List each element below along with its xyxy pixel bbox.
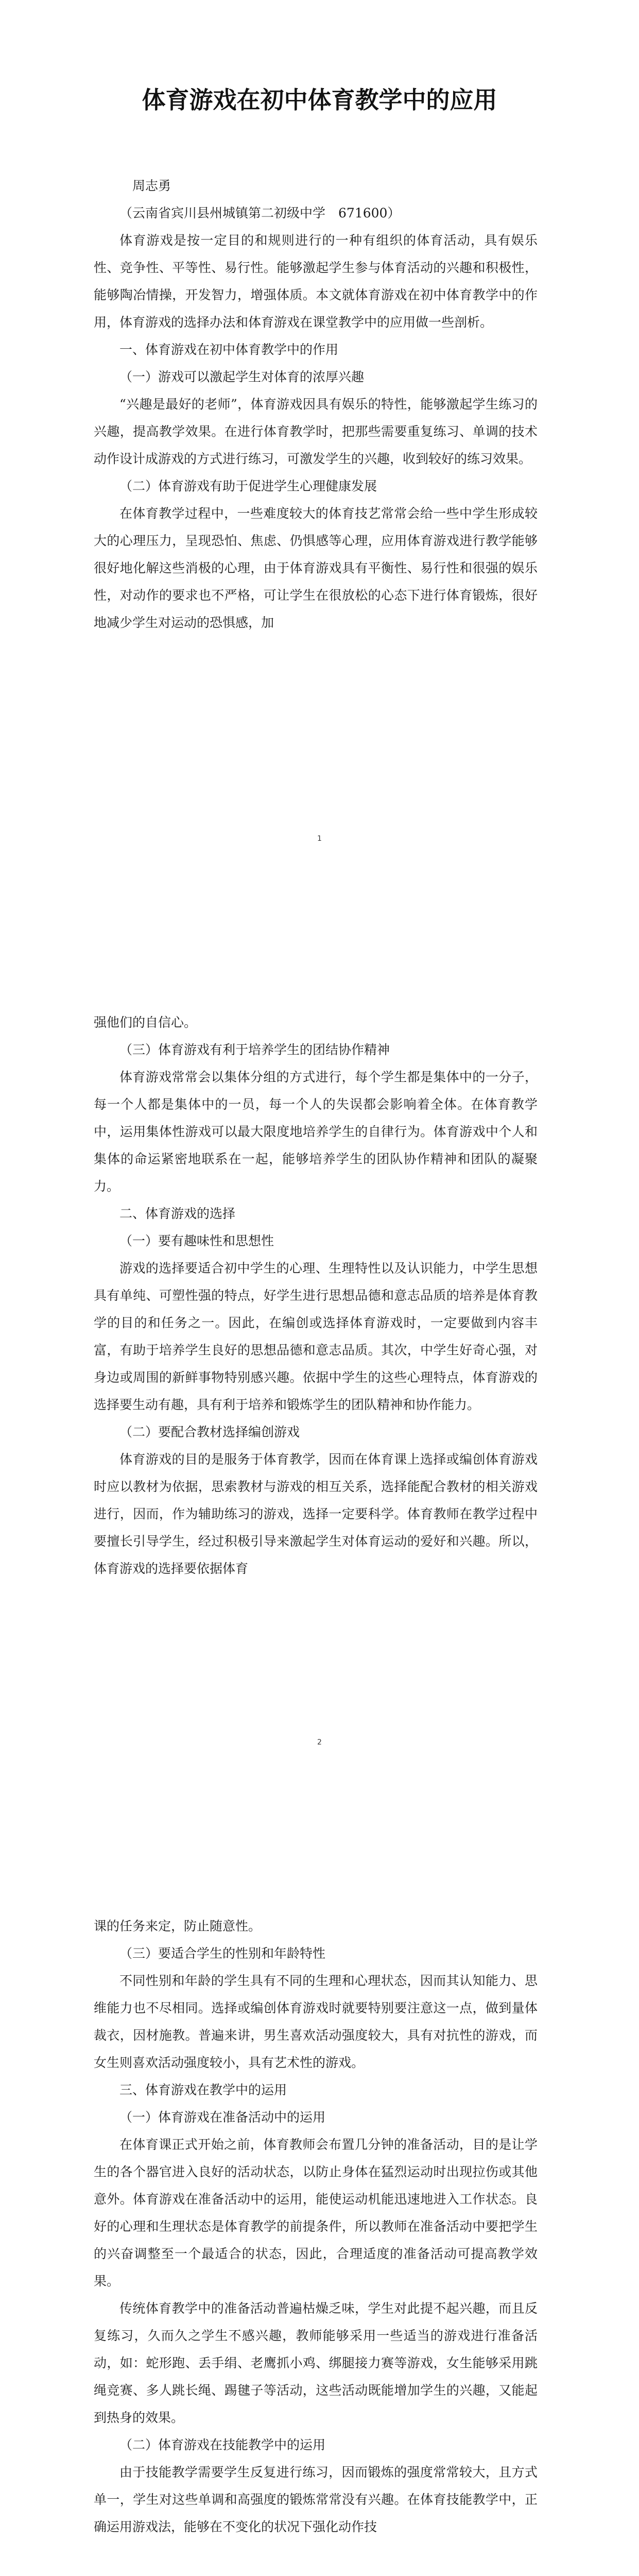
- paragraph-continuation: 课的任务来定，防止随意性。: [94, 1919, 262, 1934]
- document-page-2: [0, 904, 639, 1807]
- document-page-1: [0, 0, 639, 904]
- subsection-heading: （一）体育游戏在准备活动中的运用: [119, 2110, 326, 2125]
- author-affiliation: （云南省宾川县州城镇第二初级中学 671600）: [119, 206, 401, 221]
- page-body: [94, 172, 538, 636]
- subsection-heading: （三）体育游戏有利于培养学生的团结协作精神: [119, 1042, 390, 1057]
- section-heading: 二、体育游戏的选择: [119, 1206, 236, 1221]
- page-body: [94, 1912, 538, 2540]
- paragraph: 在体育教学过程中，一些难度较大的体育技艺常常会给一些中学生形成较大的心理压力，呈现恐怕、焦虑、仍惧感等心理，应用体育游戏进行教学能够很好地化解这些消极的心理，由于体育游戏具有平衡性、易行性和很强的娱乐性，对动作的要求也不严格，可让学生在很放松的心态下进行体育锻炼，很好地减少学生对运动的恐惧感，加: [94, 506, 538, 630]
- paragraph-continuation: 强他们的自信心。: [94, 1015, 197, 1030]
- document-title: 体育游戏在初中体育教学中的应用: [142, 86, 497, 114]
- page-body: [94, 1009, 538, 1582]
- page-number: 1: [317, 835, 322, 843]
- paragraph: 体育游戏是按一定目的和规则进行的一种有组织的体育活动，具有娱乐性、竞争性、平等性、易行性。能够激起学生参与体育活动的兴趣和积极性，能够陶冶情操，开发智力，增强体质。本文就体育游戏在初中体育教学中的作用，体育游戏的选择办法和体育游戏在课堂教学中的应用做一些剖析。: [94, 233, 538, 330]
- page-number: 2: [317, 1738, 322, 1747]
- subsection-heading: （二）体育游戏在技能教学中的运用: [119, 2437, 326, 2452]
- subsection-heading: （三）要适合学生的性别和年龄特性: [119, 1946, 326, 1961]
- subsection-heading: （二）体育游戏有助于促进学生心理健康发展: [119, 479, 377, 494]
- paragraph: 传统体育教学中的准备活动普遍枯燥乏味，学生对此提不起兴趣，而且反复练习，久而久之学生不感兴趣，教师能够采用一些适当的游戏进行准备活动，如：蛇形跑、丢手绢、老鹰抓小鸡、绑腿接力赛等游戏，女生能够采用跳绳竞赛、多人跳长绳、踢毽子等活动，这些活动既能增加学生的兴趣，又能起到热身的效果。: [94, 2301, 538, 2425]
- author-name: 周志勇: [132, 178, 171, 193]
- document-page-3: [0, 1807, 639, 2576]
- paragraph: 不同性别和年龄的学生具有不同的生理和心理状态，因而其认知能力、思维能力也不尽相同。选择或编创体育游戏时就要特别要注意这一点，做到量体裁衣，因材施教。普遍来讲，男生喜欢活动强度较大，具有对抗性的游戏，而女生则喜欢活动强度较小，具有艺术性的游戏。: [94, 1973, 538, 2070]
- subsection-heading: （一）要有趣味性和思想性: [119, 1233, 274, 1248]
- paragraph: “兴趣是最好的老师”，体育游戏因具有娱乐的特性，能够激起学生练习的兴趣，提高教学效果。在进行体育教学时，把那些需要重复练习、单调的技术动作设计成游戏的方式进行练习，可激发学生的兴趣，收到较好的练习效果。: [94, 397, 538, 466]
- paragraph: 体育游戏的目的是服务于体育教学，因而在体育课上选择或编创体育游戏时应以教材为依据，思索教材与游戏的相互关系，选择能配合教材的相关游戏进行，因而，作为辅助练习的游戏，选择一定要科学。体育教师在教学过程中要擅长引导学生，经过积极引导来激起学生对体育运动的爱好和兴趣。所以，体育游戏的选择要依据体育: [94, 1452, 538, 1576]
- paragraph: 在体育课正式开始之前，体育教师会布置几分钟的准备活动，目的是让学生的各个器官进入良好的活动状态，以防止身体在猛烈运动时出现拉伤或其他意外。体育游戏在准备活动中的运用，能使运动机能迅速地进入工作状态。良好的心理和生理状态是体育教学的前提条件，所以教师在准备活动中要把学生的兴奋调整至一个最适合的状态，因此，合理适度的准备活动可提高教学效果。: [94, 2137, 538, 2289]
- subsection-heading: （一）游戏可以激起学生对体育的浓厚兴趣: [119, 369, 365, 384]
- paragraph: 体育游戏常常会以集体分组的方式进行，每个学生都是集体中的一分子，每一个人都是集体中的一员，每一个人的失误都会影响着全体。在体育教学中，运用集体性游戏可以最大限度地培养学生的自律行为。体育游戏中个人和集体的命运紧密地联系在一起，能够培养学生的团队协作精神和团队的凝聚力。: [94, 1070, 538, 1194]
- section-heading: 三、体育游戏在教学中的运用: [119, 2082, 287, 2097]
- subsection-heading: （二）要配合教材选择编创游戏: [119, 1425, 300, 1439]
- section-heading: 一、体育游戏在初中体育教学中的作用: [119, 342, 339, 357]
- paragraph: 由于技能教学需要学生反复进行练习，因而锻炼的强度常常较大，且方式单一，学生对这些单调和高强度的锻炼常常没有兴趣。在体育技能教学中，正确运用游戏法，能够在不变化的状况下强化动作技: [94, 2465, 538, 2534]
- paragraph: 游戏的选择要适合初中学生的心理、生理特性以及认识能力，中学生思想具有单纯、可塑性强的特点，好学生进行思想品德和意志品质的培养是体育教学的目的和任务之一。因此，在编创或选择体育游戏时，一定要做到内容丰富，有助于培养学生良好的思想品德和意志品质。其次，中学生好奇心强，对身边或周围的新鲜事物特别感兴趣。依据中学生的这些心理特点，体育游戏的选择要生动有趣，具有利于培养和锻炼学生的团队精神和协作能力。: [94, 1261, 538, 1412]
